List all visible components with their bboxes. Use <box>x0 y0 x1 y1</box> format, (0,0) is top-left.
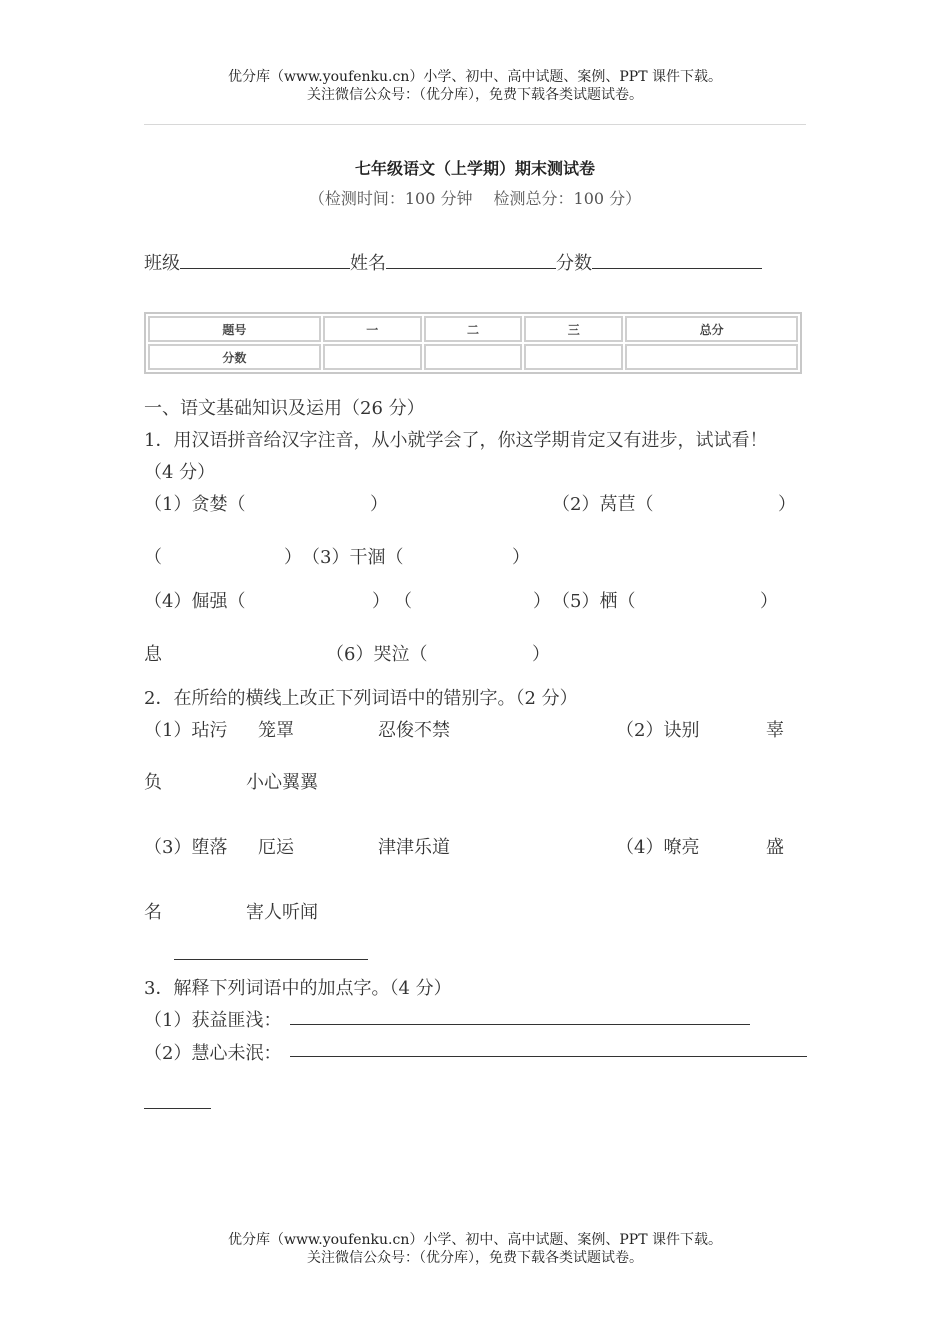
q1-item-2-close: ） <box>778 494 796 515</box>
q1-points: （4 分） <box>144 462 216 483</box>
score-table-score-row <box>148 344 798 370</box>
q1-item-1: （1）贪婪（ <box>144 494 246 515</box>
q2-word: 笼罩 <box>258 720 294 741</box>
q2-word: 害人听闻 <box>246 902 318 923</box>
header-line-2: 关注微信公众号：（优分库），免费下载各类试题试卷。 <box>307 87 643 103</box>
page-title: 七年级语文（上学期）期末测试卷 <box>354 159 595 178</box>
q1-item-6: （6）哭泣（ <box>326 644 428 665</box>
score-table-header: 一 <box>323 316 422 342</box>
q1-item-4-close: ） <box>372 591 390 612</box>
q1-item-5: （5）栖（ <box>552 591 636 612</box>
header-divider <box>144 124 806 125</box>
name-label: 姓名 <box>350 253 386 274</box>
class-field[interactable] <box>180 252 350 269</box>
q1-item-3-close: ） <box>512 547 530 568</box>
header-line-1: 优分库（www.youfenku.cn）小学、初中、高中试题、案例、PPT 课件下载。 <box>227 69 722 85</box>
q1-item-5-close: ） <box>760 591 778 612</box>
score-cell[interactable] <box>323 344 422 370</box>
q2-stem: 2．在所给的横线上改正下列词语中的错别字。（2 分） <box>144 688 578 709</box>
score-table-header: 三 <box>524 316 623 342</box>
score-cell[interactable] <box>625 344 798 370</box>
score-table-header: 总分 <box>625 316 798 342</box>
q2-word: 小心翼翼 <box>246 772 318 793</box>
q3-item-2-answer-line[interactable] <box>290 1056 807 1057</box>
q2-word: （1）玷污 <box>144 720 228 741</box>
footer-line-2: 关注微信公众号：（优分库），免费下载各类试题试卷。 <box>307 1250 643 1266</box>
score-label: 分数 <box>556 253 592 274</box>
q3-item-1-answer-line[interactable] <box>290 1024 750 1025</box>
q2-word: 名 <box>144 902 162 923</box>
q2-word: （2）诀别 <box>616 720 700 741</box>
student-info-line <box>144 249 762 275</box>
q2-word: （4）嘹亮 <box>616 837 700 858</box>
q1-item-2b-close: ） <box>284 547 302 568</box>
score-table-header: 二 <box>424 316 523 342</box>
q2-word: 负 <box>144 772 162 793</box>
q1-item-2b-open: （ <box>144 547 162 568</box>
score-table-header-row <box>148 316 798 342</box>
q1-item-4: （4）倔强（ <box>144 591 246 612</box>
q1-item-4b-open: （ <box>394 591 412 612</box>
q3-item-2-answer-line-cont[interactable] <box>144 1108 211 1109</box>
q2-word: 厄运 <box>258 837 294 858</box>
q2-word: 盛 <box>766 837 784 858</box>
q1-item-5-continued: 息 <box>144 644 162 665</box>
q3-stem: 3．解释下列词语中的加点字。（4 分） <box>144 978 452 999</box>
q2-word: （3）堕落 <box>144 837 228 858</box>
q1-item-2: （2）莴苣（ <box>552 494 654 515</box>
score-table <box>144 312 802 374</box>
section-1-heading: 一、语文基础知识及运用（26 分） <box>144 398 425 419</box>
q1-item-1-close: ） <box>370 494 388 515</box>
q2-word: 忍俊不禁 <box>378 720 450 741</box>
score-row-label: 分数 <box>148 344 321 370</box>
q2-word: 辜 <box>766 720 784 741</box>
score-cell[interactable] <box>424 344 523 370</box>
class-label: 班级 <box>144 253 180 274</box>
page-subtitle: （检测时间：100 分钟 检测总分：100 分） <box>308 189 642 208</box>
footer-line-1: 优分库（www.youfenku.cn）小学、初中、高中试题、案例、PPT 课件下载。 <box>227 1232 722 1248</box>
q3-item-1: （1）获益匪浅： <box>144 1010 282 1031</box>
score-cell[interactable] <box>524 344 623 370</box>
q2-word: 津津乐道 <box>378 837 450 858</box>
q1-item-4b-close: ） <box>533 591 551 612</box>
name-field[interactable] <box>386 252 556 269</box>
q3-item-2: （2）慧心未泯： <box>144 1043 282 1064</box>
q2-answer-line[interactable] <box>174 959 368 960</box>
score-table-header: 题号 <box>148 316 321 342</box>
q1-item-6-close: ） <box>532 644 550 665</box>
score-field[interactable] <box>592 252 762 269</box>
q1-item-3: （3）干涸（ <box>302 547 404 568</box>
q1-stem: 1．用汉语拼音给汉字注音，从小就学会了，你这学期肯定又有进步，试试看！ <box>144 430 768 451</box>
